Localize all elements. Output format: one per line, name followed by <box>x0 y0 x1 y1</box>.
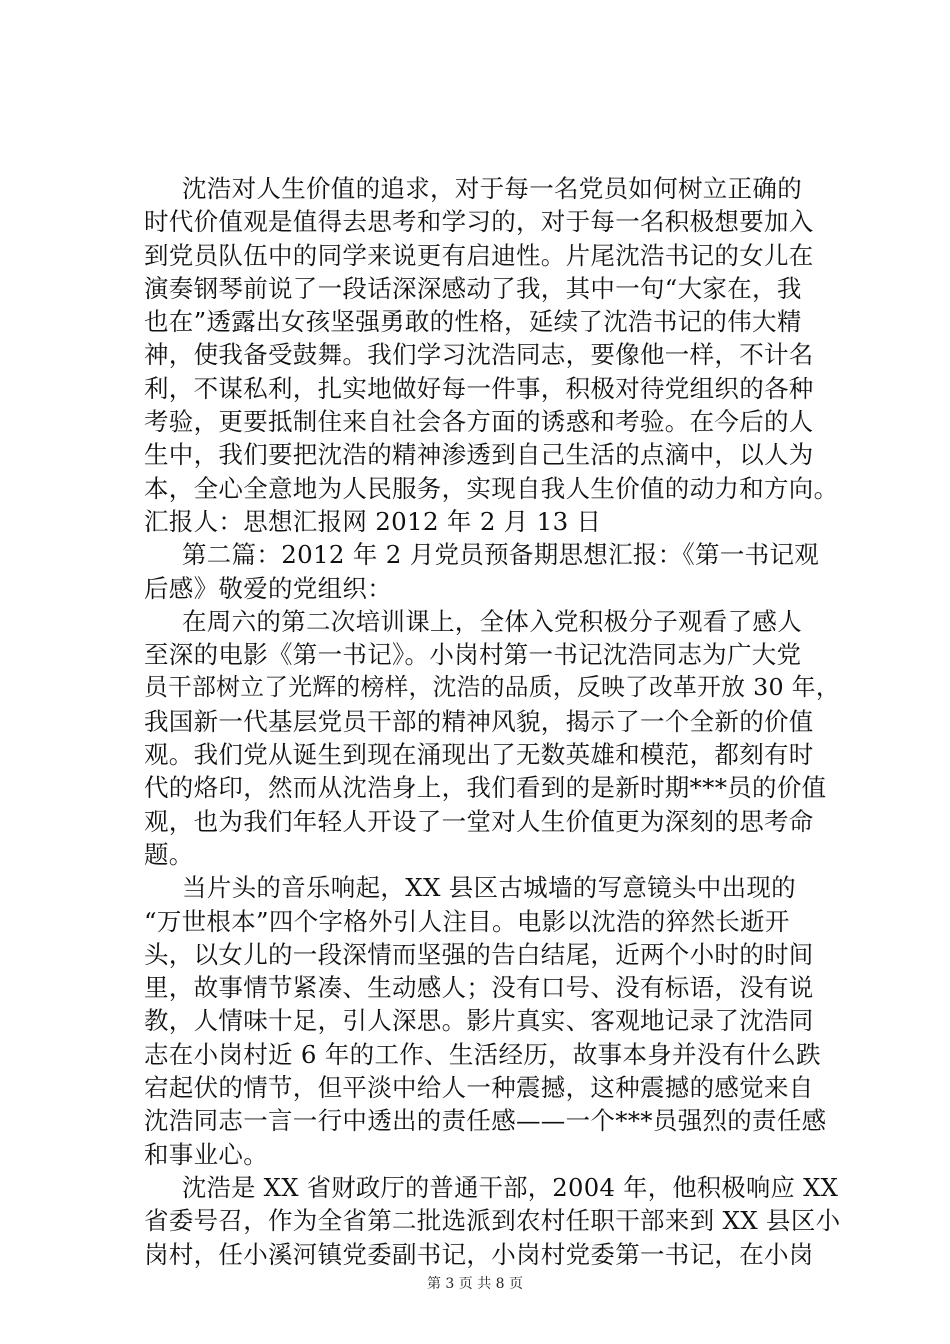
text-line: 利，不谋私利，扎实地做好每一件事，积极对待党组织的各种 <box>144 373 814 403</box>
text-line: 宕起伏的情节，但平淡中给人一种震撼，这种震撼的感觉来自 <box>144 1073 814 1103</box>
text-line: 当片头的音乐响起，XX 县区古城墙的写意镜头中出现的 <box>182 873 796 903</box>
text-line: 也在”透露出女孩坚强勇敢的性格，延续了沈浩书记的伟大精 <box>144 307 802 337</box>
text-line: 沈浩对人生价值的追求，对于每一名党员如何树立正确的 <box>182 174 802 203</box>
page-footer: 第 3 页 共 8 页 <box>426 1276 524 1292</box>
text-line: 考验，更要抵制住来自社会各方面的诱惑和考验。在今后的人 <box>144 407 814 437</box>
text-line: “万世根本”四个字格外引人注目。电影以沈浩的猝然长逝开 <box>144 906 790 936</box>
text-line: 沈浩是 XX 省财政厅的普通干部，2004 年，他积极响应 XX <box>182 1172 839 1202</box>
text-line: 题。 <box>144 839 194 869</box>
text-line: 我国新一代基层党员干部的精神风貌，揭示了一个全新的价值 <box>144 706 814 736</box>
text-line: 头，以女儿的一段深情而坚强的告白结尾，近两个小时的时间 <box>144 939 814 969</box>
text-line: 和事业心。 <box>144 1139 268 1169</box>
text-line: 神，使我备受鼓舞。我们学习沈浩同志，要像他一样，不计名 <box>144 340 814 370</box>
text-line: 岗村，任小溪河镇党委副书记，小岗村党委第一书记，在小岗 <box>144 1239 814 1269</box>
text-line: 后感》敬爱的党组织： <box>144 573 392 603</box>
text-line: 教，人情味十足，引人深思。影片真实、客观地记录了沈浩同 <box>144 1006 814 1036</box>
document-body <box>144 172 844 1271</box>
text-line: 生中，我们要把沈浩的精神渗透到自己生活的点滴中，以人为 <box>144 440 814 470</box>
text-line: 汇报人：思想汇报网 2012 年 2 月 13 日 <box>144 506 602 536</box>
text-line: 时代价值观是值得去思考和学习的，对于每一名积极想要加入 <box>144 207 814 237</box>
text-line: 沈浩同志一言一行中透出的责任感——一个***员强烈的责任感 <box>144 1106 827 1136</box>
text-line: 在周六的第二次培训课上，全体入党积极分子观看了感人 <box>182 606 802 636</box>
text-line: 代的烙印，然而从沈浩身上，我们看到的是新时期***员的价值 <box>144 773 827 803</box>
text-line: 至深的电影《第一书记》。小岗村第一书记沈浩同志为广大党 <box>144 640 802 670</box>
text-line: 里，故事情节紧凑、生动感人；没有口号、没有标语，没有说 <box>144 973 814 1003</box>
text-line: 志在小岗村近 6 年的工作、生活经历，故事本身并没有什么跌 <box>144 1039 821 1069</box>
text-line: 演奏钢琴前说了一段话深深感动了我，其中一句“大家在，我 <box>144 273 802 303</box>
text-line: 第二篇：2012 年 2 月党员预备期思想汇报：《第一书记观 <box>182 540 820 570</box>
text-line: 员干部树立了光辉的榜样，沈浩的品质，反映了改革开放 30 年， <box>144 673 840 702</box>
text-line: 省委号召，作为全省第二批选派到农村任职干部来到 XX 县区小 <box>144 1206 841 1236</box>
text-line: 观。我们党从诞生到现在涌现出了无数英雄和模范，都刻有时 <box>144 740 814 770</box>
text-line: 本，全心全意地为人民服务，实现自我人生价值的动力和方向。 <box>144 473 839 503</box>
text-line: 到党员队伍中的同学来说更有启迪性。片尾沈浩书记的女儿在 <box>144 240 814 270</box>
text-line: 观，也为我们年轻人开设了一堂对人生价值更为深刻的思考命 <box>144 806 814 836</box>
